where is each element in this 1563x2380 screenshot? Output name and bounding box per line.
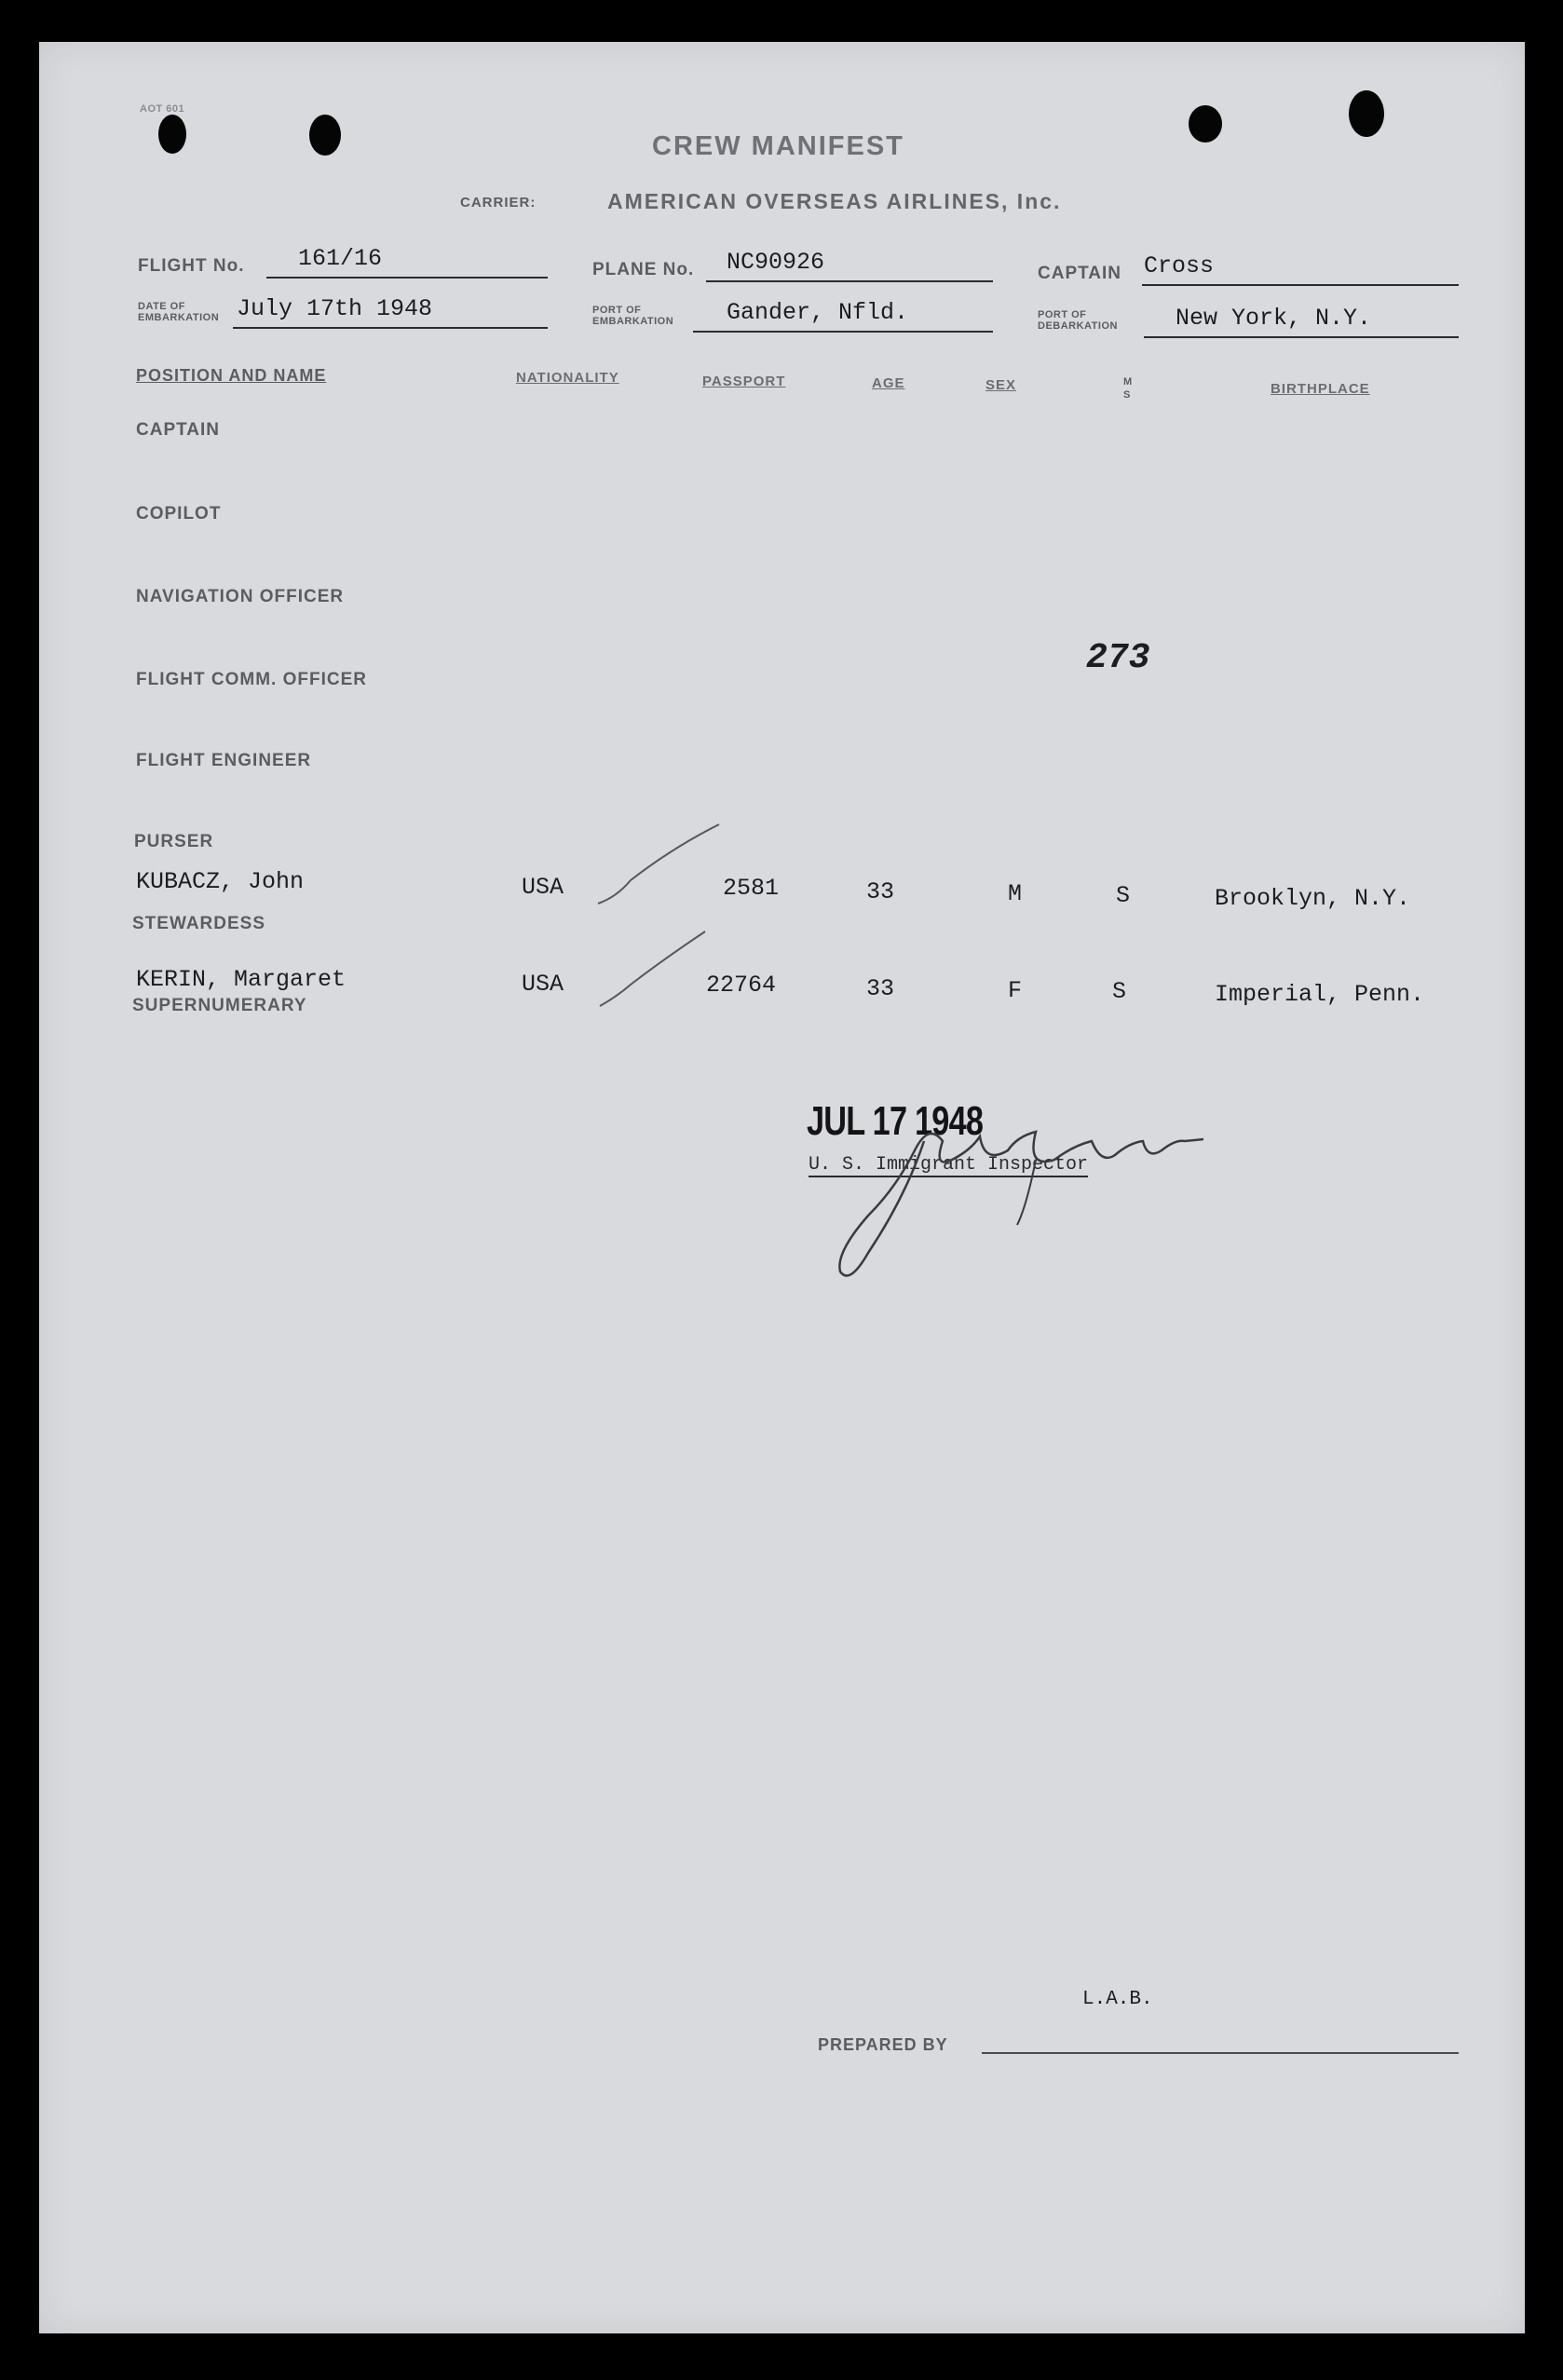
- carrier-value: AMERICAN OVERSEAS AIRLINES, Inc.: [607, 189, 1062, 213]
- crew-2-name: KERIN, Margaret: [136, 966, 347, 993]
- crew-1-nationality: USA: [522, 874, 564, 901]
- plane-field: [706, 249, 993, 282]
- port-embark-label-2: EMBARKATION: [592, 316, 674, 327]
- prepared-by-initials: L.A.B.: [1082, 1989, 1153, 2010]
- check-mark-1: [589, 815, 728, 918]
- date-embark-field: [233, 293, 548, 329]
- plane-label: PLANE No.: [592, 260, 695, 279]
- date-embark-label-1: DATE OF: [138, 301, 185, 312]
- port-debark-label-1: PORT OF: [1038, 309, 1087, 320]
- date-embark-value: July 17th 1948: [237, 295, 433, 322]
- label-copilot: COPILOT: [136, 504, 222, 524]
- col-sex: SEX: [985, 377, 1017, 393]
- col-ms-1: M: [1123, 376, 1133, 388]
- crew-2-birthplace: Imperial, Penn.: [1215, 981, 1425, 1008]
- col-ms-2: S: [1123, 389, 1131, 401]
- port-debark-value: New York, N.Y.: [1176, 305, 1372, 332]
- punch-hole-3: [1189, 105, 1222, 143]
- label-flight-engineer: FLIGHT ENGINEER: [136, 751, 312, 770]
- captain-value: Cross: [1144, 252, 1215, 279]
- label-stewardess: STEWARDESS: [132, 914, 266, 933]
- inspector-caption-text: U. S. Immigrant Inspector: [809, 1154, 1089, 1176]
- punch-hole-4: [1349, 90, 1384, 137]
- plane-value: NC90926: [727, 249, 825, 276]
- crew-1-passport: 2581: [723, 875, 780, 902]
- port-debark-field: [1144, 303, 1459, 338]
- port-embark-label-1: PORT OF: [592, 305, 642, 316]
- flight-field: [266, 245, 548, 279]
- col-nationality: NATIONALITY: [516, 370, 619, 386]
- captain-field: [1142, 252, 1459, 286]
- manifest-page: [39, 42, 1525, 2333]
- crew-2-status: S: [1112, 978, 1127, 1005]
- date-embark-label-2: EMBARKATION: [138, 312, 220, 323]
- label-supernumerary: SUPERNUMERARY: [132, 996, 307, 1015]
- port-debark-label-2: DEBARKATION: [1038, 320, 1118, 332]
- crew-2-age: 33: [866, 975, 895, 1002]
- crew-2-nationality: USA: [522, 971, 564, 998]
- captain-label: CAPTAIN: [1038, 264, 1122, 283]
- page-title: CREW MANIFEST: [652, 131, 904, 161]
- crew-2-sex: F: [1008, 977, 1023, 1004]
- crew-1-age: 33: [866, 878, 895, 905]
- label-captain: CAPTAIN: [136, 420, 221, 440]
- crew-1-birthplace: Brooklyn, N.Y.: [1215, 885, 1411, 912]
- check-mark-2: [589, 918, 728, 1020]
- label-purser: PURSER: [134, 832, 214, 851]
- form-code: AOT 601: [140, 103, 185, 115]
- punch-hole-1: [158, 115, 186, 154]
- label-navigation-officer: NAVIGATION OFFICER: [136, 587, 345, 606]
- crew-1-name: KUBACZ, John: [136, 868, 305, 895]
- carrier-label: CARRIER:: [460, 195, 537, 211]
- inspector-stamp-date: JUL 17 1948: [807, 1098, 984, 1144]
- prepared-by-label: PREPARED BY: [818, 2035, 948, 2054]
- page-number: 273: [1086, 638, 1150, 678]
- punch-hole-2: [309, 115, 341, 156]
- flight-value: 161/16: [298, 245, 383, 272]
- port-embark-field: [693, 297, 993, 333]
- col-birthplace: BIRTHPLACE: [1271, 381, 1370, 397]
- col-passport: PASSPORT: [702, 374, 786, 389]
- col-age: AGE: [872, 375, 905, 391]
- label-flight-comm-officer: FLIGHT COMM. OFFICER: [136, 670, 367, 689]
- crew-1-sex: M: [1008, 880, 1023, 907]
- inspector-signature: [794, 1085, 1259, 1299]
- port-embark-value: Gander, Nfld.: [727, 299, 909, 326]
- flight-label: FLIGHT No.: [138, 256, 245, 276]
- crew-2-passport: 22764: [706, 972, 777, 999]
- prepared-by-line: [982, 2052, 1459, 2054]
- crew-1-status: S: [1116, 882, 1131, 909]
- col-position-name: POSITION AND NAME: [136, 366, 327, 385]
